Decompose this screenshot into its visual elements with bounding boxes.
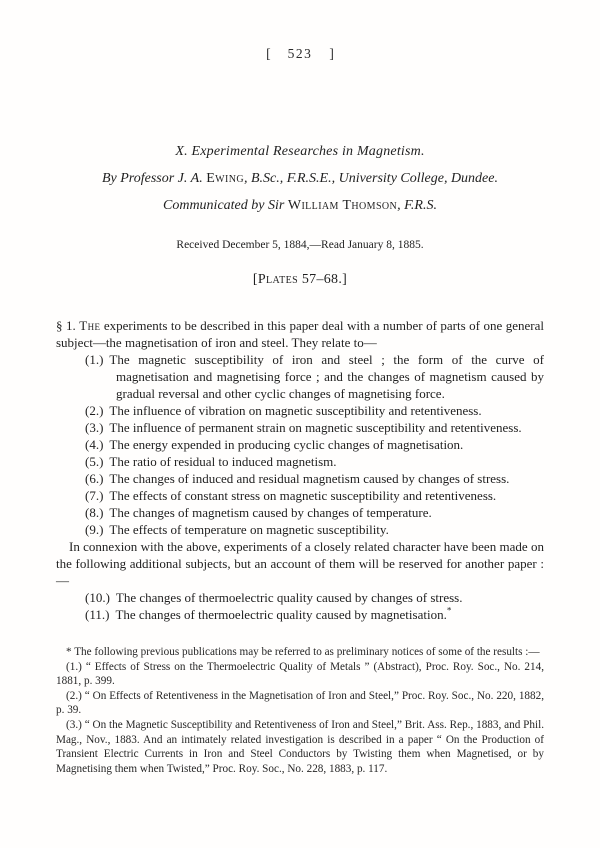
list-marker: (7.) xyxy=(85,488,104,503)
list-marker: (11.) xyxy=(85,607,110,622)
folio-close-bracket: ] xyxy=(329,46,334,61)
plates-line xyxy=(56,272,544,288)
list-text: The changes of magnetism caused by changes of temperature. xyxy=(109,505,432,520)
list-text: The effects of temperature on magnetic susceptibility. xyxy=(109,522,389,537)
list-marker: (8.) xyxy=(85,505,104,520)
list-item-1 xyxy=(56,351,544,402)
list-item-6 xyxy=(56,470,544,487)
list-item-2 xyxy=(56,402,544,419)
list-item-3 xyxy=(56,419,544,436)
list-marker: (5.) xyxy=(85,454,104,469)
list-marker: (10.) xyxy=(85,590,110,605)
list-item-11 xyxy=(56,606,544,623)
list-text: The influence of vibration on magnetic susceptibility and retentiveness. xyxy=(109,403,482,418)
list-text: The magnetic susceptibility of iron and steel ; the form of the curve of magnetisation and magnetising force ; and the changes of magnetism caused by gradual reversal and other cyclic changes of magnetising force. xyxy=(109,352,544,401)
footnote-intro: * The following previous publications may be referred to as preliminary notices of some of the results :— xyxy=(66,646,540,658)
folio-number: 523 xyxy=(287,46,313,61)
plates-range: 57–68.] xyxy=(298,272,348,287)
list-item-5 xyxy=(56,453,544,470)
list-marker: (9.) xyxy=(85,522,104,537)
author-name: Ewing xyxy=(206,171,244,186)
received-line: Received December 5, 1884,—Read January 8, 1885. xyxy=(176,239,424,251)
byline-prefix: By Professor J. A. xyxy=(101,171,207,186)
footnote-marker: * xyxy=(446,605,452,616)
list-text: The energy expended in producing cyclic changes of magnetisation. xyxy=(109,437,464,452)
list-text: The changes of thermoelectric quality caused by magnetisation. xyxy=(115,607,447,622)
list-text: The ratio of residual to induced magnetism. xyxy=(109,454,337,469)
intro-smallcaps: The xyxy=(79,318,101,333)
list-item-4 xyxy=(56,436,544,453)
folio-open-bracket: [ xyxy=(266,46,271,61)
list-marker: (6.) xyxy=(85,471,104,486)
list-marker: (1.) xyxy=(85,352,104,367)
footnote-ref-3: (3.) “ On the Magnetic Susceptibility and Retentiveness of Iron and Steel,” Brit. Ass. Rep., 1883, and Phil. Mag., Nov., 1883. And an intimately related investigation is described in a paper “ On the Production of Transient Electric Currents in Iron and Steel Conductors by Twisting them when Magnetised, or by Magnetising them when Twisted,” Proc. Roy. Soc., No. 228, 1883, p. 117. xyxy=(56,718,544,775)
article-title: X. Experimental Researches in Magnetism. xyxy=(175,144,425,159)
list-text: The changes of induced and residual magnetism caused by changes of stress. xyxy=(109,471,510,486)
list-marker: (4.) xyxy=(85,437,104,452)
list-text: The changes of thermoelectric quality caused by changes of stress. xyxy=(115,590,463,605)
list-item-9 xyxy=(56,521,544,538)
plates-word: Plates xyxy=(257,272,299,287)
plates-open-bracket: [ xyxy=(252,272,258,287)
byline-suffix: , B.Sc., F.R.S.E., University College, Dundee. xyxy=(243,171,498,186)
list-item-8 xyxy=(56,504,544,521)
byline xyxy=(56,171,544,187)
list-item-10 xyxy=(56,589,544,606)
communicator-name: William Thomson xyxy=(287,198,398,213)
intro-text: experiments to be described in this paper deal with a number of parts of one general subject—the magnetisation of iron and steel. They relate to— xyxy=(56,318,545,350)
footnote-ref-2: (2.) “ On Effects of Retentiveness in the Magnetisation of Iron and Steel,” Proc. Roy. Soc., No. 220, 1882, p. 39. xyxy=(56,689,544,717)
intro-paragraph xyxy=(56,317,544,351)
article-heading xyxy=(56,144,544,288)
footnote-block xyxy=(56,645,544,776)
communicated-line xyxy=(56,198,544,214)
communicated-prefix: Communicated by Sir xyxy=(163,198,288,213)
list-item-7 xyxy=(56,487,544,504)
communicated-suffix: , F.R.S. xyxy=(397,198,437,213)
list-marker: (3.) xyxy=(85,420,104,435)
footnote-ref-1: (1.) “ Effects of Stress on the Thermoelectric Quality of Metals ” (Abstract), Proc. Roy. Soc., No. 214, 1881, p. 399. xyxy=(56,660,544,688)
article-body xyxy=(56,317,544,623)
list-marker: (2.) xyxy=(85,403,104,418)
connexion-paragraph: In connexion with the above, experiments of a closely related character have been made on the following additional subjects, but an account of them will be reserved for another paper :— xyxy=(56,539,544,588)
list-text: The effects of constant stress on magnetic susceptibility and retentiveness. xyxy=(109,488,497,503)
section-mark: § 1. xyxy=(56,318,80,333)
page-number xyxy=(56,0,544,62)
list-text: The influence of permanent strain on magnetic susceptibility and retentiveness. xyxy=(109,420,522,435)
